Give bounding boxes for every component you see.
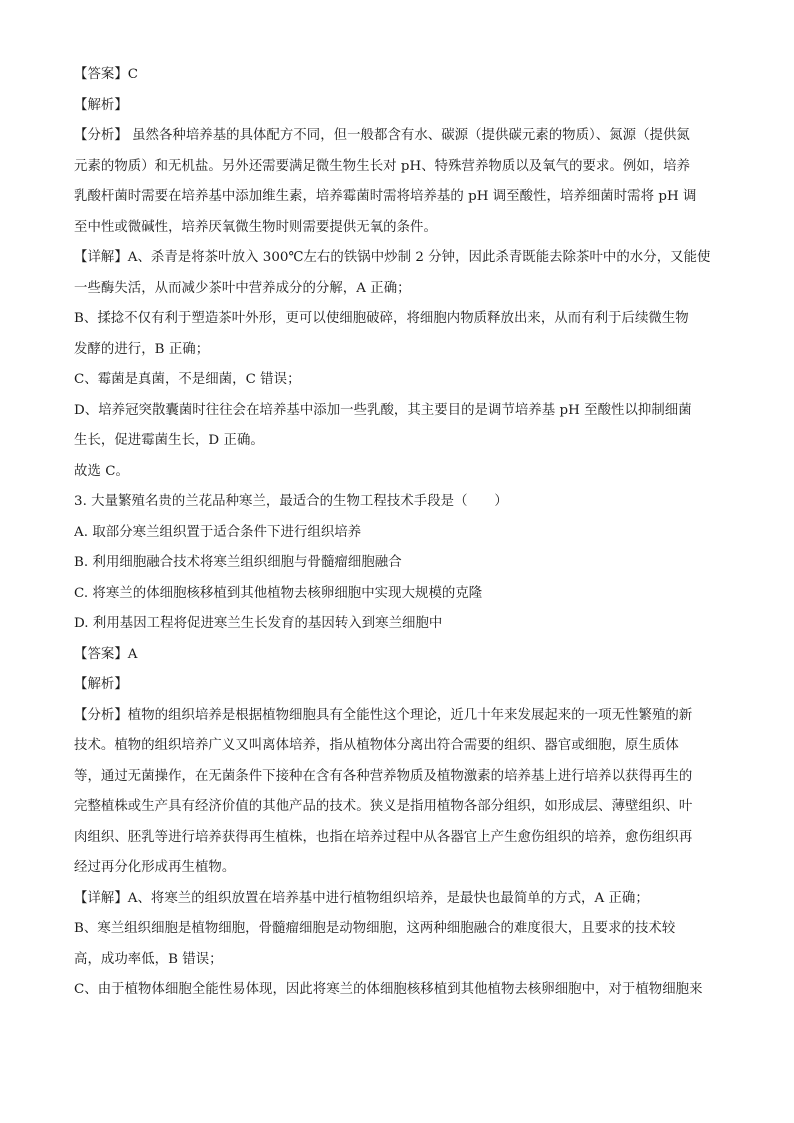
option-a: A. 取部分寒兰组织置于适合条件下进行组织培养 — [74, 524, 362, 540]
text-line: C、霉菌是真菌，不是细菌，C 错误； — [74, 372, 301, 387]
document-page — [74, 60, 724, 1006]
option-c: C. 将寒兰的体细胞核移植到其他植物去核卵细胞中实现大规模的克隆 — [74, 585, 483, 601]
text-line: 肉组织、胚乳等进行培养获得再生植株，也指在培养过程中从各器官上产生愈伤组织的培养，愈伤组织再 — [74, 829, 693, 845]
text-line: 经过再分化形成再生植物。 — [74, 860, 236, 875]
question-stem: 3. 大量繁殖名贵的兰花品种寒兰，最适合的生物工程技术手段是（ ） — [74, 494, 508, 509]
analysis-heading: 【解析】 — [74, 677, 128, 692]
text-line: 一些酶失活，从而减少茶叶中营养成分的分解，A 正确； — [74, 280, 411, 296]
text-line: 【详解】A、杀青是将茶叶放入 300℃左右的铁锅中炒制 2 分钟，因此杀青既能去除茶叶中的水分，又能使 — [74, 250, 711, 265]
text-line: B、寒兰组织细胞是植物细胞，骨髓瘤细胞是动物细胞，这两种细胞融合的难度很大，且要求的技术较 — [74, 921, 676, 936]
analysis-heading: 【解析】 — [74, 97, 128, 113]
text-line: 乳酸杆菌时需要在培养基中添加维生素，培养霉菌时需将培养基的 pH 调至酸性，培养细菌时需将 pH 调 — [74, 189, 697, 204]
answer-line: 【答案】A — [74, 646, 138, 662]
answer-line: 【答案】C — [74, 67, 139, 82]
text-line: 故选 C。 — [74, 463, 129, 479]
text-line: B、揉捻不仅有利于塑造茶叶外形，更可以使细胞破碎，将细胞内物质释放出来，从而有利于后续微生物 — [74, 311, 689, 326]
text-line: C、由于植物体细胞全能性易体现，因此将寒兰的体细胞核移植到其他植物去核卵细胞中，对于植物细胞来 — [74, 982, 703, 997]
text-line: 元素的物质）和无机盐。另外还需要满足微生物生长对 pH、特殊营养物质以及氧气的要求。例如，培养 — [74, 158, 691, 174]
text-line: 技术。植物的组织培养广义又叫离体培养，指从植物体分离出符合需要的组织、器官或细胞，原生质体 — [74, 738, 679, 753]
text-line: 完整植株或生产具有经济价值的其他产品的技术。狭义是指用植物各部分组织，如形成层、薄壁组织、叶 — [74, 799, 693, 814]
option-b: B. 利用细胞融合技术将寒兰组织细胞与骨髓瘤细胞融合 — [74, 555, 402, 570]
text-line: 生长，促进霉菌生长，D 正确。 — [74, 433, 264, 448]
text-line: 高，成功率低，B 错误； — [74, 951, 223, 967]
text-line: 发酵的进行，B 正确； — [74, 341, 210, 357]
text-line: 至中性或微碱性，培养厌氧微生物时则需要提供无氧的条件。 — [74, 219, 437, 235]
text-line: 等，通过无菌操作，在无菌条件下接种在含有各种营养物质及植物激素的培养基上进行培养以获得再生的 — [74, 768, 693, 784]
text-line: 【详解】A、将寒兰的组织放置在培养基中进行植物组织培养，是最快也最简单的方式，A 正确； — [74, 890, 649, 906]
option-d: D. 利用基因工程将促进寒兰生长发育的基因转入到寒兰细胞中 — [74, 616, 443, 631]
text-line: 【分析】 虽然各种培养基的具体配方不同，但一般都含有水、碳源（提供碳元素的物质）、氮源（提供氮 — [74, 128, 690, 143]
text-line: 【分析】植物的组织培养是根据植物细胞具有全能性这个理论，近几十年来发展起来的一项无性繁殖的新 — [74, 707, 693, 723]
text-line: D、培养冠突散囊菌时往往会在培养基中添加一些乳酸，其主要目的是调节培养基 pH 至酸性以抑制细菌 — [74, 402, 692, 418]
